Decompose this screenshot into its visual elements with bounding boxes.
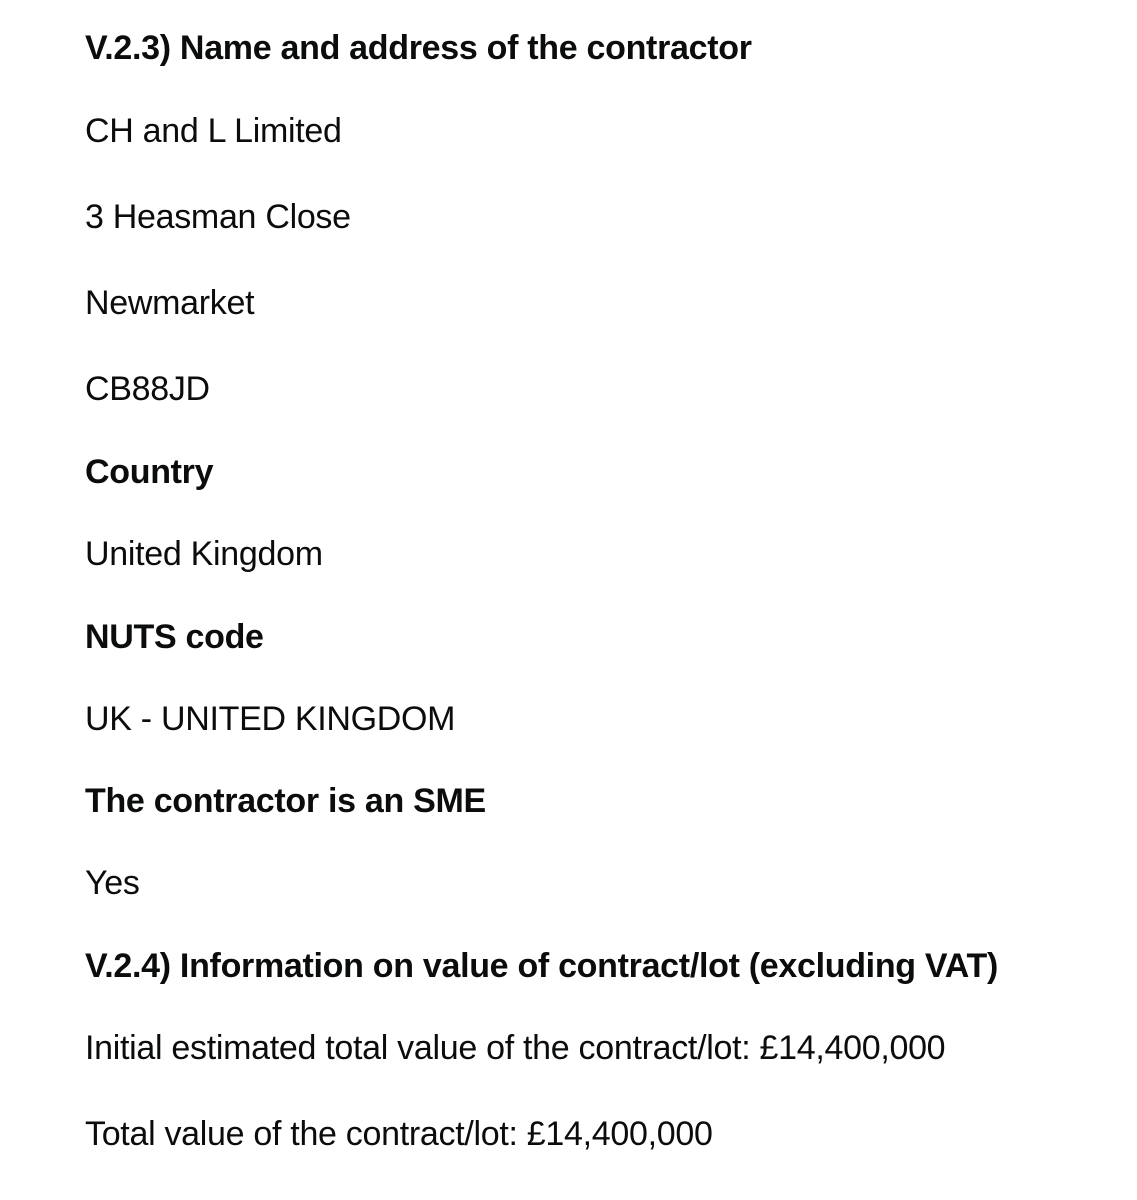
section-heading-contractor: V.2.3) Name and address of the contractor xyxy=(85,29,752,67)
contractor-postcode: CB88JD xyxy=(85,370,210,408)
sme-value: Yes xyxy=(85,864,140,902)
contractor-town: Newmarket xyxy=(85,284,255,322)
initial-value: Initial estimated total value of the contract/lot: £14,400,000 xyxy=(85,1029,946,1067)
country-value: United Kingdom xyxy=(85,535,323,573)
contractor-address: 3 Heasman Close xyxy=(85,198,351,236)
contractor-name: CH and L Limited xyxy=(85,112,342,150)
country-label: Country xyxy=(85,453,214,491)
section-heading-value: V.2.4) Information on value of contract/lot (excluding VAT) xyxy=(85,947,998,985)
nuts-label: NUTS code xyxy=(85,618,264,656)
nuts-value: UK - UNITED KINGDOM xyxy=(85,700,456,738)
total-value: Total value of the contract/lot: £14,400,000 xyxy=(85,1115,713,1153)
sme-label: The contractor is an SME xyxy=(85,782,486,820)
